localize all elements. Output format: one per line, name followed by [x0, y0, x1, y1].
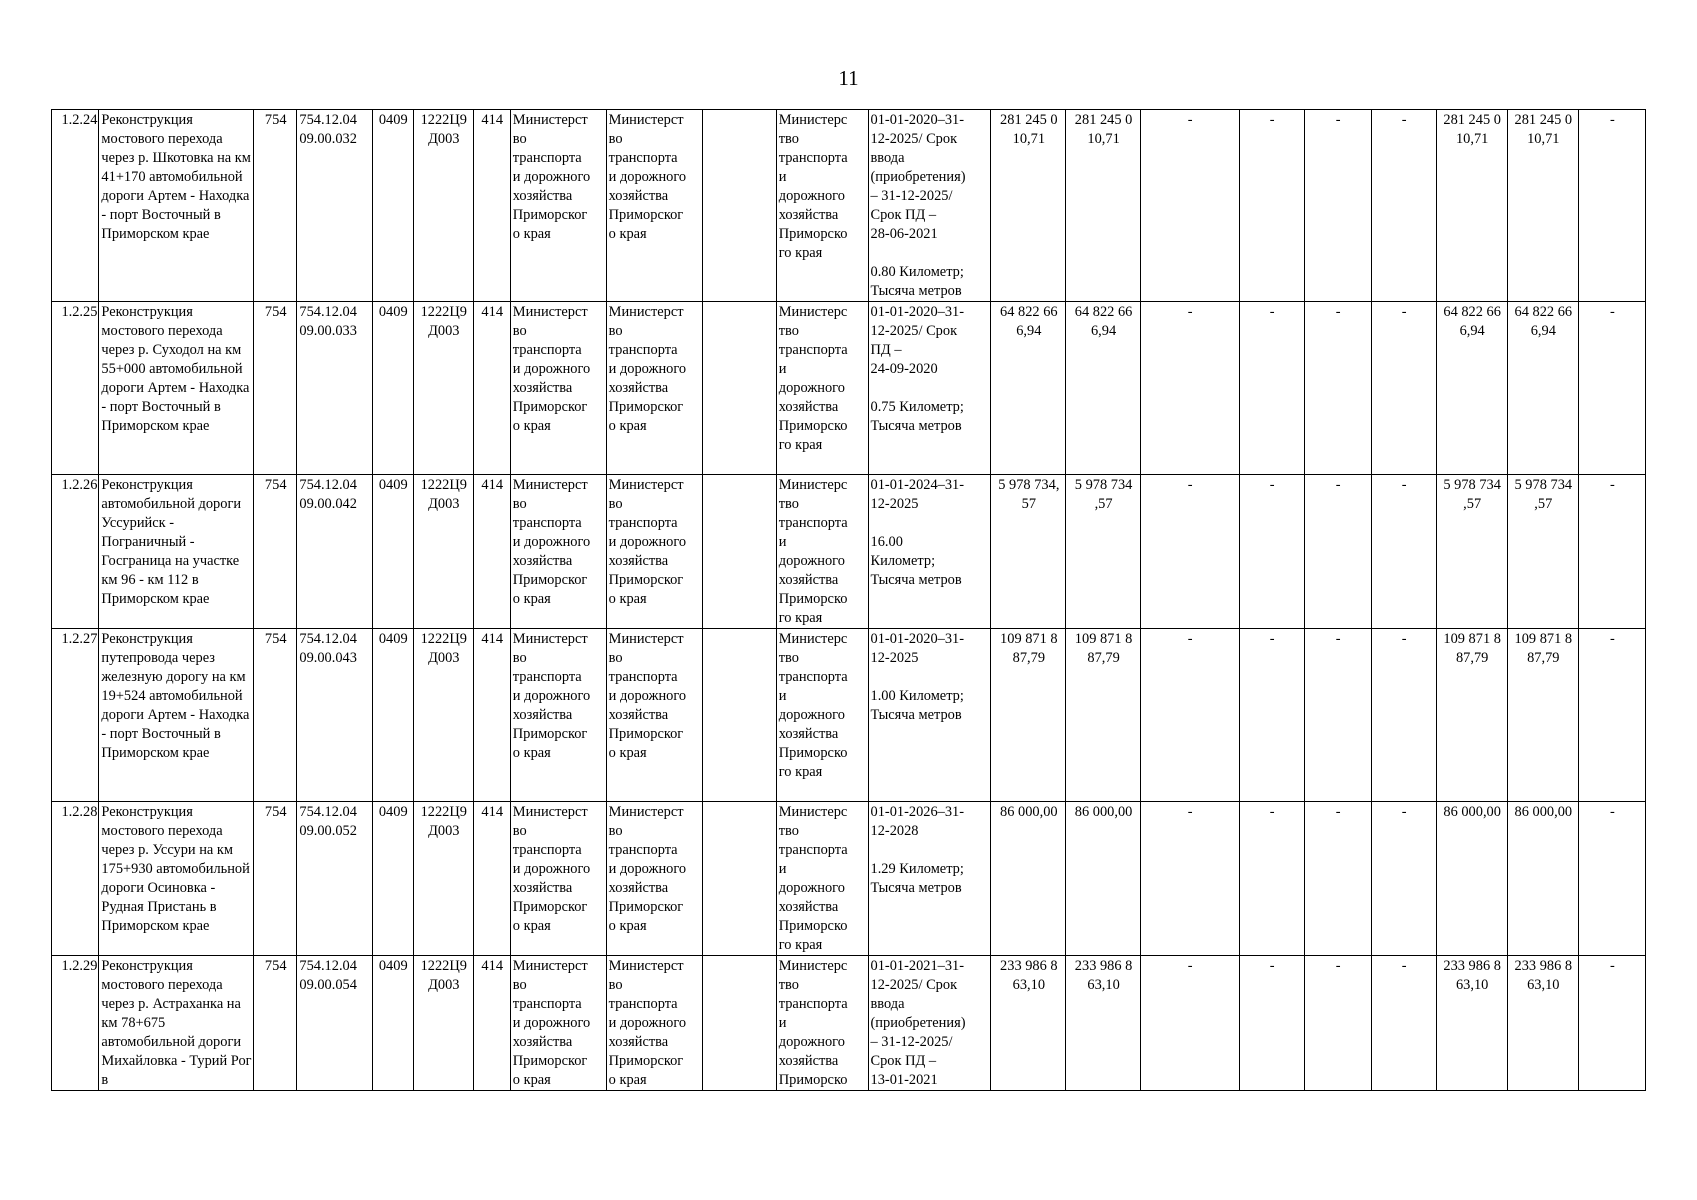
object-name-cell	[99, 802, 254, 956]
section-code-cell	[372, 802, 413, 956]
row-number: 1.2.28	[61, 804, 98, 820]
total-cost-cell	[991, 475, 1066, 629]
dash-2-cell	[1239, 302, 1304, 475]
term-and-capacity: 01-01-2024–31- 12-2025 16.00 Километр; Тысяча метров	[870, 477, 965, 588]
total-cost: 64 822 66 6,94	[1000, 304, 1058, 339]
total-cost: 109 871 8 87,79	[1000, 631, 1058, 666]
dash-1: -	[1187, 304, 1193, 320]
dash-2-cell	[1239, 802, 1304, 956]
dash-2-cell	[1239, 629, 1304, 802]
dash-5-cell	[1578, 629, 1645, 802]
csr-code-cell	[413, 956, 473, 1091]
dash-1-cell	[1140, 802, 1239, 956]
grbs-code: 754	[264, 477, 287, 493]
object-name: Реконструкция путепровода через железную дорогу на км 19+524 автомобильной дороги Артем - Находка - порт Восточный в Приморском крае	[101, 631, 250, 761]
builder-org-cell	[776, 956, 868, 1091]
row-number-cell	[52, 629, 99, 802]
dash-4-cell	[1371, 110, 1436, 302]
object-name: Реконструкция мостового перехода через р. Уссури на км 175+930 автомобильной дороги Осиновка - Рудная Пристань в Приморском крае	[101, 804, 250, 934]
cost-amount-b-cell	[1436, 802, 1507, 956]
row-number-cell	[52, 802, 99, 956]
dash-5-cell	[1578, 302, 1645, 475]
expense-type-code-cell	[473, 629, 510, 802]
customer-org-cell	[510, 475, 606, 629]
dash-5-cell	[1578, 475, 1645, 629]
cost-amount-b: 233 986 8 63,10	[1443, 958, 1501, 993]
cost-amount-a-cell	[1066, 629, 1140, 802]
builder-org: Министерс тво транспорта и дорожного хозяйства Приморско го края	[778, 477, 848, 626]
row-number-cell	[52, 302, 99, 475]
cost-amount-b-cell	[1436, 110, 1507, 302]
section-code: 0409	[378, 804, 408, 820]
builder-org-cell	[776, 302, 868, 475]
cost-amount-c-cell	[1507, 475, 1578, 629]
cost-amount-b-cell	[1436, 629, 1507, 802]
cost-amount-b: 281 245 0 10,71	[1443, 112, 1501, 147]
cost-amount-c: 5 978 734 ,57	[1514, 477, 1573, 512]
empty-cell-cell	[702, 475, 776, 629]
cost-amount-a: 86 000,00	[1074, 804, 1133, 820]
total-cost-cell	[991, 302, 1066, 475]
cost-amount-a-cell	[1066, 475, 1140, 629]
object-name-cell	[99, 302, 254, 475]
target-article-code: 754.12.04 09.00.032	[299, 112, 357, 147]
total-cost-cell	[991, 956, 1066, 1091]
cost-amount-c-cell	[1507, 110, 1578, 302]
cost-amount-a-cell	[1066, 110, 1140, 302]
dash-4: -	[1401, 304, 1407, 320]
dash-4-cell	[1371, 475, 1436, 629]
expense-type-code-cell	[473, 110, 510, 302]
dash-2-cell	[1239, 475, 1304, 629]
customer-org-cell	[510, 802, 606, 956]
total-cost: 233 986 8 63,10	[1000, 958, 1058, 993]
developer-org: Министерст во транспорта и дорожного хозяйства Приморског о края	[608, 112, 687, 242]
term-and-capacity: 01-01-2020–31- 12-2025/ Срок ввода (приобретения) – 31-12-2025/ Срок ПД – 28-06-2021 0.80 Километр; Тысяча метров	[870, 112, 966, 299]
dash-1-cell	[1140, 302, 1239, 475]
dash-3-cell	[1304, 110, 1371, 302]
cost-amount-b: 5 978 734 ,57	[1443, 477, 1501, 512]
expense-type-code: 414	[481, 112, 504, 128]
developer-org: Министерст во транспорта и дорожного хозяйства Приморског о края	[608, 477, 687, 607]
developer-org-cell	[606, 956, 702, 1091]
term-and-capacity-cell	[868, 629, 991, 802]
customer-org: Министерст во транспорта и дорожного хозяйства Приморског о края	[512, 304, 591, 434]
grbs-code-cell	[254, 956, 297, 1091]
dash-3: -	[1335, 112, 1341, 128]
expense-type-code-cell	[473, 302, 510, 475]
cost-amount-a: 281 245 0 10,71	[1074, 112, 1133, 147]
dash-5: -	[1610, 477, 1615, 493]
cost-amount-c: 281 245 0 10,71	[1514, 112, 1573, 147]
dash-2: -	[1269, 112, 1275, 128]
dash-3-cell	[1304, 956, 1371, 1091]
target-article-code-cell	[297, 956, 372, 1091]
target-article-code: 754.12.04 09.00.043	[299, 631, 357, 666]
dash-3-cell	[1304, 802, 1371, 956]
cost-amount-c-cell	[1507, 956, 1578, 1091]
dash-1: -	[1187, 477, 1193, 493]
row-number-cell	[52, 110, 99, 302]
customer-org-cell	[510, 302, 606, 475]
dash-5: -	[1610, 631, 1615, 647]
customer-org: Министерст во транспорта и дорожного хозяйства Приморског о края	[512, 631, 591, 761]
dash-3: -	[1335, 477, 1341, 493]
section-code-cell	[372, 110, 413, 302]
total-cost-cell	[991, 629, 1066, 802]
builder-org: Министерс тво транспорта и дорожного хозяйства Приморско го края	[778, 304, 848, 453]
csr-code: 1222Ц9 Д003	[420, 112, 467, 147]
total-cost-cell	[991, 802, 1066, 956]
object-name-cell	[99, 110, 254, 302]
dash-4: -	[1401, 958, 1407, 974]
grbs-code-cell	[254, 475, 297, 629]
developer-org-cell	[606, 110, 702, 302]
table-row	[52, 956, 1646, 1091]
developer-org: Министерст во транспорта и дорожного хозяйства Приморског о края	[608, 958, 687, 1088]
dash-1: -	[1187, 804, 1193, 820]
cost-amount-c: 109 871 8 87,79	[1514, 631, 1573, 666]
target-article-code-cell	[297, 302, 372, 475]
dash-1-cell	[1140, 956, 1239, 1091]
cost-amount-c: 233 986 8 63,10	[1514, 958, 1573, 993]
builder-org: Министерс тво транспорта и дорожного хозяйства Приморско го края	[778, 112, 848, 261]
csr-code-cell	[413, 110, 473, 302]
cost-amount-b: 86 000,00	[1443, 804, 1501, 820]
dash-4: -	[1401, 804, 1407, 820]
target-article-code: 754.12.04 09.00.052	[299, 804, 357, 839]
dash-3: -	[1335, 958, 1341, 974]
expense-type-code: 414	[481, 304, 504, 320]
row-number: 1.2.25	[61, 304, 98, 320]
total-cost-cell	[991, 110, 1066, 302]
grbs-code: 754	[264, 804, 287, 820]
object-name: Реконструкция автомобильной дороги Уссурийск - Пограничный - Госграница на участке км 96 - км 112 в Приморском крае	[101, 477, 242, 607]
table-row	[52, 110, 1646, 302]
csr-code: 1222Ц9 Д003	[420, 804, 467, 839]
object-name: Реконструкция мостового перехода через р. Суходол на км 55+000 автомобильной дороги Артем - Находка - порт Восточный в Приморском крае	[101, 304, 250, 434]
grbs-code-cell	[254, 302, 297, 475]
cost-amount-a: 64 822 66 6,94	[1074, 304, 1133, 339]
table-row	[52, 475, 1646, 629]
dash-2: -	[1269, 477, 1275, 493]
dash-5: -	[1610, 304, 1615, 320]
builder-org: Министерс тво транспорта и дорожного хозяйства Приморско	[778, 958, 848, 1088]
cost-amount-a-cell	[1066, 956, 1140, 1091]
empty-cell-cell	[702, 302, 776, 475]
dash-4-cell	[1371, 802, 1436, 956]
grbs-code-cell	[254, 629, 297, 802]
developer-org-cell	[606, 802, 702, 956]
csr-code: 1222Ц9 Д003	[420, 477, 467, 512]
target-article-code: 754.12.04 09.00.054	[299, 958, 357, 993]
dash-3: -	[1335, 304, 1341, 320]
developer-org-cell	[606, 629, 702, 802]
expense-type-code: 414	[481, 958, 504, 974]
builder-org: Министерс тво транспорта и дорожного хозяйства Приморско го края	[778, 631, 848, 780]
dash-2: -	[1269, 631, 1275, 647]
dash-2: -	[1269, 958, 1275, 974]
dash-3-cell	[1304, 629, 1371, 802]
dash-1-cell	[1140, 475, 1239, 629]
dash-3: -	[1335, 804, 1341, 820]
developer-org: Министерст во транспорта и дорожного хозяйства Приморског о края	[608, 631, 687, 761]
grbs-code: 754	[264, 958, 287, 974]
dash-4: -	[1401, 477, 1407, 493]
empty-cell-cell	[702, 956, 776, 1091]
table-body	[52, 110, 1646, 1091]
object-name: Реконструкция мостового перехода через р. Шкотовка на км 41+170 автомобильной дороги Артем - Находка - порт Восточный в Приморском крае	[101, 112, 251, 242]
dash-5: -	[1610, 958, 1615, 974]
row-number: 1.2.29	[61, 958, 98, 974]
customer-org-cell	[510, 629, 606, 802]
row-number: 1.2.26	[61, 477, 98, 493]
cost-amount-c: 64 822 66 6,94	[1514, 304, 1573, 339]
term-and-capacity-cell	[868, 110, 991, 302]
term-and-capacity-cell	[868, 475, 991, 629]
developer-org-cell	[606, 475, 702, 629]
empty-cell-cell	[702, 629, 776, 802]
dash-5-cell	[1578, 110, 1645, 302]
empty-cell-cell	[702, 110, 776, 302]
csr-code-cell	[413, 475, 473, 629]
section-code-cell	[372, 475, 413, 629]
term-and-capacity-cell	[868, 802, 991, 956]
customer-org-cell	[510, 110, 606, 302]
customer-org: Министерст во транспорта и дорожного хозяйства Приморског о края	[512, 804, 591, 934]
builder-org-cell	[776, 475, 868, 629]
section-code: 0409	[378, 304, 408, 320]
cost-amount-c: 86 000,00	[1514, 804, 1573, 820]
table-row	[52, 629, 1646, 802]
object-name-cell	[99, 475, 254, 629]
object-name: Реконструкция мостового перехода через р. Астраханка на км 78+675 автомобильной дороги Михайловка - Турий Рог в	[101, 958, 252, 1088]
expense-type-code: 414	[481, 804, 504, 820]
term-and-capacity: 01-01-2021–31- 12-2025/ Срок ввода (приобретения) – 31-12-2025/ Срок ПД – 13-01-2021	[870, 958, 966, 1088]
table-row	[52, 802, 1646, 956]
section-code: 0409	[378, 631, 408, 647]
dash-3-cell	[1304, 302, 1371, 475]
csr-code: 1222Ц9 Д003	[420, 631, 467, 666]
grbs-code: 754	[264, 112, 287, 128]
dash-1-cell	[1140, 629, 1239, 802]
dash-5: -	[1610, 112, 1615, 128]
term-and-capacity: 01-01-2026–31- 12-2028 1.29 Километр; Тысяча метров	[870, 804, 965, 896]
total-cost: 281 245 0 10,71	[1000, 112, 1058, 147]
table-row	[52, 302, 1646, 475]
csr-code: 1222Ц9 Д003	[420, 304, 467, 339]
grbs-code-cell	[254, 802, 297, 956]
section-code-cell	[372, 302, 413, 475]
customer-org-cell	[510, 956, 606, 1091]
dash-1: -	[1187, 631, 1193, 647]
dash-4-cell	[1371, 629, 1436, 802]
row-number: 1.2.27	[61, 631, 98, 647]
target-article-code: 754.12.04 09.00.042	[299, 477, 357, 512]
target-article-code-cell	[297, 629, 372, 802]
dash-2: -	[1269, 804, 1275, 820]
cost-amount-b-cell	[1436, 475, 1507, 629]
customer-org: Министерст во транспорта и дорожного хозяйства Приморског о края	[512, 958, 591, 1088]
csr-code: 1222Ц9 Д003	[420, 958, 467, 993]
term-and-capacity: 01-01-2020–31- 12-2025 1.00 Километр; Тысяча метров	[870, 631, 965, 723]
cost-amount-a-cell	[1066, 802, 1140, 956]
builder-org-cell	[776, 110, 868, 302]
expense-type-code-cell	[473, 802, 510, 956]
dash-2-cell	[1239, 956, 1304, 1091]
expense-type-code: 414	[481, 631, 504, 647]
customer-org: Министерст во транспорта и дорожного хозяйства Приморског о края	[512, 477, 591, 607]
target-article-code: 754.12.04 09.00.033	[299, 304, 357, 339]
cost-amount-a: 233 986 8 63,10	[1074, 958, 1133, 993]
dash-3-cell	[1304, 475, 1371, 629]
term-and-capacity: 01-01-2020–31- 12-2025/ Срок ПД – 24-09-2020 0.75 Километр; Тысяча метров	[870, 304, 965, 434]
cost-amount-a-cell	[1066, 302, 1140, 475]
cost-amount-a: 5 978 734 ,57	[1074, 477, 1133, 512]
dash-2-cell	[1239, 110, 1304, 302]
builder-org: Министерс тво транспорта и дорожного хозяйства Приморско го края	[778, 804, 848, 953]
csr-code-cell	[413, 629, 473, 802]
cost-amount-c-cell	[1507, 302, 1578, 475]
dash-3: -	[1335, 631, 1341, 647]
row-number-cell	[52, 475, 99, 629]
row-number-cell	[52, 956, 99, 1091]
section-code: 0409	[378, 112, 408, 128]
cost-amount-c-cell	[1507, 802, 1578, 956]
developer-org: Министерст во транспорта и дорожного хозяйства Приморског о края	[608, 304, 687, 434]
object-name-cell	[99, 956, 254, 1091]
cost-amount-b: 109 871 8 87,79	[1443, 631, 1501, 666]
expense-type-code-cell	[473, 475, 510, 629]
expense-type-code: 414	[481, 477, 504, 493]
builder-org-cell	[776, 629, 868, 802]
row-number: 1.2.24	[61, 112, 98, 128]
section-code: 0409	[378, 958, 408, 974]
dash-4-cell	[1371, 956, 1436, 1091]
page-number: 11	[838, 66, 859, 90]
cost-amount-a: 109 871 8 87,79	[1074, 631, 1133, 666]
expense-type-code-cell	[473, 956, 510, 1091]
dash-4-cell	[1371, 302, 1436, 475]
object-name-cell	[99, 629, 254, 802]
dash-5-cell	[1578, 802, 1645, 956]
term-and-capacity-cell	[868, 302, 991, 475]
developer-org: Министерст во транспорта и дорожного хозяйства Приморског о края	[608, 804, 687, 934]
term-and-capacity-cell	[868, 956, 991, 1091]
target-article-code-cell	[297, 475, 372, 629]
cost-amount-b: 64 822 66 6,94	[1443, 304, 1501, 339]
total-cost: 5 978 734, 57	[998, 477, 1060, 512]
section-code: 0409	[378, 477, 408, 493]
developer-org-cell	[606, 302, 702, 475]
dash-1: -	[1187, 112, 1193, 128]
dash-1-cell	[1140, 110, 1239, 302]
dash-1: -	[1187, 958, 1193, 974]
csr-code-cell	[413, 802, 473, 956]
total-cost: 86 000,00	[1000, 804, 1058, 820]
grbs-code-cell	[254, 110, 297, 302]
dash-4: -	[1401, 112, 1407, 128]
dash-2: -	[1269, 304, 1275, 320]
section-code-cell	[372, 956, 413, 1091]
customer-org: Министерст во транспорта и дорожного хозяйства Приморског о края	[512, 112, 591, 242]
dash-4: -	[1401, 631, 1407, 647]
cost-amount-b-cell	[1436, 302, 1507, 475]
cost-amount-c-cell	[1507, 629, 1578, 802]
grbs-code: 754	[264, 304, 287, 320]
section-code-cell	[372, 629, 413, 802]
builder-org-cell	[776, 802, 868, 956]
grbs-code: 754	[264, 631, 287, 647]
target-article-code-cell	[297, 802, 372, 956]
objects-table	[51, 109, 1646, 1091]
dash-5: -	[1610, 804, 1615, 820]
cost-amount-b-cell	[1436, 956, 1507, 1091]
dash-5-cell	[1578, 956, 1645, 1091]
csr-code-cell	[413, 302, 473, 475]
empty-cell-cell	[702, 802, 776, 956]
target-article-code-cell	[297, 110, 372, 302]
